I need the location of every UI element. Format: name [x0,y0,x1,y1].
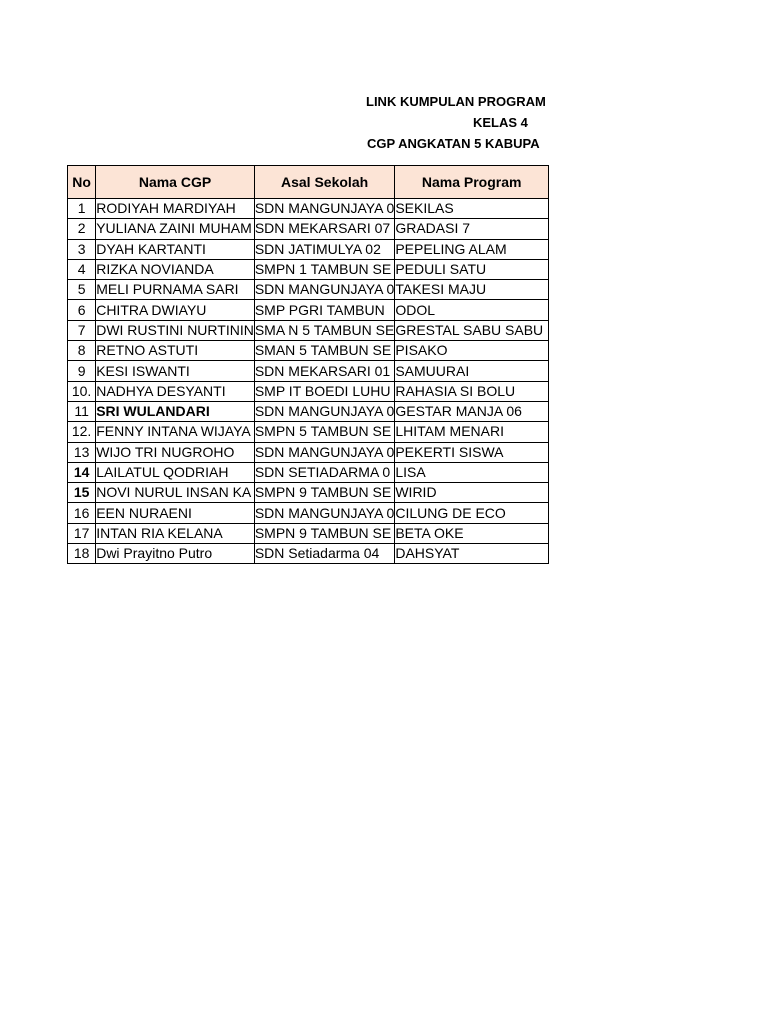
program-table [67,165,549,564]
cell-no: 12. [68,422,96,442]
cell-nama-program: RAHASIA SI BOLU [395,381,549,401]
cell-asal-sekolah: SMPN 9 TAMBUN SE [254,523,395,543]
cell-nama-cgp: RIZKA NOVIANDA [96,259,255,279]
cell-nama-cgp: Dwi Prayitno Putro [96,544,255,564]
cell-nama-program: SEKILAS [395,199,549,219]
cell-asal-sekolah: SMAN 5 TAMBUN SE [254,341,395,361]
header-asal-sekolah: Asal Sekolah [254,166,395,199]
table-row [68,219,549,239]
cell-no: 6 [68,300,96,320]
cell-asal-sekolah: SDN MANGUNJAYA 0 [254,199,395,219]
table-row [68,280,549,300]
cell-asal-sekolah: SDN MANGUNJAYA 0 [254,442,395,462]
cell-asal-sekolah: SDN Setiadarma 04 [254,544,395,564]
cell-no: 17 [68,523,96,543]
table-row [68,462,549,482]
cell-no: 18 [68,544,96,564]
cell-nama-program: PEDULI SATU [395,259,549,279]
cell-no: 7 [68,320,96,340]
cell-asal-sekolah: SMPN 9 TAMBUN SE [254,483,395,503]
cell-no: 8 [68,341,96,361]
cell-asal-sekolah: SDN MEKARSARI 07 [254,219,395,239]
cell-no: 15 [68,483,96,503]
cell-nama-cgp: MELI PURNAMA SARI [96,280,255,300]
cell-no: 4 [68,259,96,279]
cell-nama-program: PEKERTI SISWA [395,442,549,462]
cell-asal-sekolah: SDN MANGUNJAYA 0 [254,280,395,300]
cell-nama-program: DAHSYAT [395,544,549,564]
cell-no: 16 [68,503,96,523]
cell-nama-cgp: RETNO ASTUTI [96,341,255,361]
cell-nama-program: TAKESI MAJU [395,280,549,300]
table-row [68,361,549,381]
header-nama-cgp: Nama CGP [96,166,255,199]
cell-nama-cgp: EEN NURAENI [96,503,255,523]
cell-no: 13 [68,442,96,462]
table-row [68,259,549,279]
cell-nama-program: GRADASI 7 [395,219,549,239]
header-no: No [68,166,96,199]
table-row [68,422,549,442]
table-header-row [68,166,549,199]
title-line-1: LINK KUMPULAN PROGRAM [366,94,546,109]
cell-nama-program: LISA [395,462,549,482]
table-row [68,199,549,219]
cell-nama-cgp: YULIANA ZAINI MUHAM [96,219,255,239]
cell-nama-program: LHITAM MENARI [395,422,549,442]
cell-nama-program: PEPELING ALAM [395,239,549,259]
table-row [68,483,549,503]
table-row [68,523,549,543]
cell-no: 10. [68,381,96,401]
cell-no: 2 [68,219,96,239]
cell-no: 14 [68,462,96,482]
cell-nama-cgp: NOVI NURUL INSAN KA [96,483,255,503]
cell-asal-sekolah: SMPN 5 TAMBUN SE [254,422,395,442]
cell-no: 5 [68,280,96,300]
cell-asal-sekolah: SMP PGRI TAMBUN [254,300,395,320]
cell-nama-cgp: INTAN RIA KELANA [96,523,255,543]
cell-asal-sekolah: SDN SETIADARMA 0 [254,462,395,482]
cell-nama-program: GRESTAL SABU SABU [395,320,549,340]
table-row [68,544,549,564]
table-row [68,341,549,361]
cell-nama-cgp: DWI RUSTINI NURTININ [96,320,255,340]
title-line-3: CGP ANGKATAN 5 KABUPA [367,136,540,151]
cell-nama-cgp: SRI WULANDARI [96,401,255,421]
cell-nama-cgp: NADHYA DESYANTI [96,381,255,401]
cell-nama-cgp: DYAH KARTANTI [96,239,255,259]
cell-asal-sekolah: SDN MANGUNJAYA 0 [254,401,395,421]
cell-nama-program: PISAKO [395,341,549,361]
table-row [68,381,549,401]
cell-nama-program: CILUNG DE ECO [395,503,549,523]
cell-nama-cgp: WIJO TRI NUGROHO [96,442,255,462]
cell-no: 9 [68,361,96,381]
cell-nama-cgp: LAILATUL QODRIAH [96,462,255,482]
cell-nama-program: SAMUURAI [395,361,549,381]
table-row [68,300,549,320]
cell-nama-program: WIRID [395,483,549,503]
header-nama-program: Nama Program [395,166,549,199]
cell-asal-sekolah: SMA N 5 TAMBUN SE [254,320,395,340]
cell-no: 1 [68,199,96,219]
table-row [68,320,549,340]
cell-asal-sekolah: SDN MEKARSARI 01 [254,361,395,381]
cell-asal-sekolah: SDN MANGUNJAYA 0 [254,503,395,523]
cell-nama-cgp: CHITRA DWIAYU [96,300,255,320]
table-row [68,503,549,523]
table-row [68,442,549,462]
title-line-2: KELAS 4 [473,115,528,130]
cell-nama-program: GESTAR MANJA 06 [395,401,549,421]
cell-asal-sekolah: SMP IT BOEDI LUHU [254,381,395,401]
cell-nama-program: ODOL [395,300,549,320]
cell-nama-cgp: KESI ISWANTI [96,361,255,381]
table-row [68,239,549,259]
cell-nama-cgp: RODIYAH MARDIYAH [96,199,255,219]
cell-no: 11 [68,401,96,421]
table-row [68,401,549,421]
cell-no: 3 [68,239,96,259]
table-body [68,199,549,564]
cell-nama-program: BETA OKE [395,523,549,543]
cell-asal-sekolah: SDN JATIMULYA 02 [254,239,395,259]
cell-asal-sekolah: SMPN 1 TAMBUN SE [254,259,395,279]
cell-nama-cgp: FENNY INTANA WIJAYA [96,422,255,442]
